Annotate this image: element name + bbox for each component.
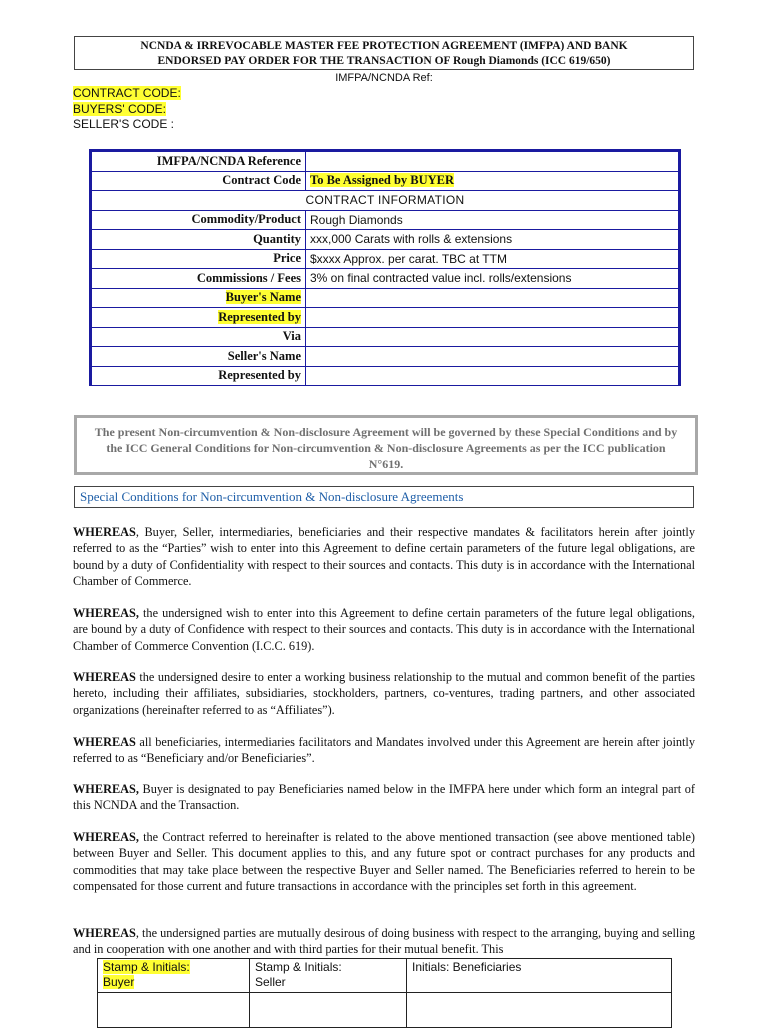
commodity-value: Rough Diamonds: [306, 210, 680, 230]
reference-value: [306, 151, 680, 172]
sellers-name-value: [306, 347, 680, 367]
commissions-value: 3% on final contracted value incl. rolls/extensions: [306, 269, 680, 289]
special-conditions-heading: Special Conditions for Non-circumvention & Non-disclosure Agreements: [74, 486, 694, 508]
governing-conditions-box: The present Non-circumvention & Non-disclosure Agreement will be governed by these Special Conditions and by the ICC General Conditions for Non-circumvention & Non-disclosure Agreements as per the ICC publication N°619.: [74, 415, 698, 475]
document-title-line-2: ENDORSED PAY ORDER FOR THE TRANSACTION OF Rough Diamonds (ICC 619/650): [157, 55, 611, 67]
reference-label: IMFPA/NCNDA Reference: [91, 151, 306, 172]
via-label: Via: [91, 327, 306, 347]
seller-represented-by-value: [306, 366, 680, 386]
table-row: [91, 210, 680, 230]
price-value: $xxxx Approx. per carat. TBC at TTM: [306, 249, 680, 269]
quantity-value: xxx,000 Carats with rolls & extensions: [306, 230, 680, 250]
table-row: [91, 191, 680, 211]
table-row: [91, 151, 680, 172]
via-value: [306, 327, 680, 347]
table-row: [91, 269, 680, 289]
sellers-name-label: Seller's Name: [91, 347, 306, 367]
beneficiaries-initials-cell: Initials: Beneficiaries: [407, 959, 672, 993]
buyers-name-value: [306, 288, 680, 308]
commissions-label: Commissions / Fees: [91, 269, 306, 289]
sellers-code-line: SELLER'S CODE :: [73, 117, 174, 131]
seller-signature-area[interactable]: [250, 993, 407, 1028]
whereas-paragraph-1: WHEREAS, Buyer, Seller, intermediaries, beneficiaries and their respective mandates & facilitators herein after jointly referred to as the “Parties” wish to enter into this Agreement to define certain parameters of the future legal obligations, are bound by a duty of Confidentiality with respect to their sources and contacts. This duty is in accordance with the International Chamber of Commerce.: [73, 525, 695, 588]
contract-code-line: CONTRACT CODE:: [73, 86, 181, 100]
table-row: [91, 366, 680, 386]
buyers-code-line: BUYERS' CODE:: [73, 102, 166, 116]
buyer-stamp-cell: Stamp & Initials: Buyer: [98, 959, 250, 993]
contract-information-heading: CONTRACT INFORMATION: [91, 191, 680, 211]
seller-stamp-cell: Stamp & Initials: Seller: [250, 959, 407, 993]
contract-information-table: [89, 149, 681, 386]
table-row: [91, 249, 680, 269]
document-title-line-1: NCNDA & IRREVOCABLE MASTER FEE PROTECTION AGREEMENT (IMFPA) AND BANK: [140, 40, 628, 52]
contract-code-label: Contract Code: [91, 171, 306, 191]
table-row: [91, 347, 680, 367]
whereas-paragraph-3: WHEREAS the undersigned desire to enter a working business relationship to the mutual and common benefit of the parties hereto, including their affiliates, subsidiaries, stockholders, partners, co-ventures, trading partners, and other associated organizations (hereinafter referred to as “Affiliates”).: [73, 670, 695, 717]
beneficiaries-signature-area[interactable]: [407, 993, 672, 1028]
quantity-label: Quantity: [91, 230, 306, 250]
whereas-paragraph-7: WHEREAS, the undersigned parties are mutually desirous of doing business with respect to the arranging, buying and selling and in cooperation with one another and with third parties for their mutual benefit. This: [73, 926, 695, 957]
price-label: Price: [91, 249, 306, 269]
commodity-label: Commodity/Product: [91, 210, 306, 230]
table-row: [91, 308, 680, 328]
table-row: [98, 993, 672, 1028]
whereas-paragraph-4: WHEREAS all beneficiaries, intermediaries facilitators and Mandates involved under this Agreement are herein after jointly referred to as “Beneficiary and/or Beneficiaries”.: [73, 735, 695, 766]
table-row: [91, 288, 680, 308]
seller-represented-by-label: Represented by: [91, 366, 306, 386]
whereas-paragraph-6: WHEREAS, the Contract referred to hereinafter is related to the above mentioned transaction (see above mentioned table) between Buyer and Seller. This document applies to this, and any future spot or contract purchases for any products and commodities that may take place between the respective Buyer and Seller named. The Beneficiaries referred to herein to be compensated for those current and future transactions in accordance with the principles set forth in this agreement.: [73, 830, 695, 893]
table-row: [91, 230, 680, 250]
document-title-box: [74, 36, 694, 70]
buyer-signature-area[interactable]: [98, 993, 250, 1028]
table-row: [91, 171, 680, 191]
imfpa-ncnda-ref: IMFPA/NCNDA Ref:: [335, 72, 433, 84]
contract-code-value: To Be Assigned by BUYER: [306, 171, 680, 191]
table-row: [98, 959, 672, 993]
buyers-name-label: Buyer's Name: [91, 288, 306, 308]
table-row: [91, 327, 680, 347]
whereas-paragraph-5: WHEREAS, Buyer is designated to pay Beneficiaries named below in the IMFPA here under which form an integral part of this NCNDA and the Transaction.: [73, 782, 695, 813]
whereas-paragraph-2: WHEREAS, the undersigned wish to enter into this Agreement to define certain parameters of the future legal obligations, are bound by a duty of Confidence with respect to their sources and contacts. This duty is in accordance with the International Chamber of Commerce Convention (I.C.C. 619).: [73, 606, 695, 653]
signature-initials-table: [97, 958, 672, 1028]
buyer-represented-by-value: [306, 308, 680, 328]
buyer-represented-by-label: Represented by: [91, 308, 306, 328]
